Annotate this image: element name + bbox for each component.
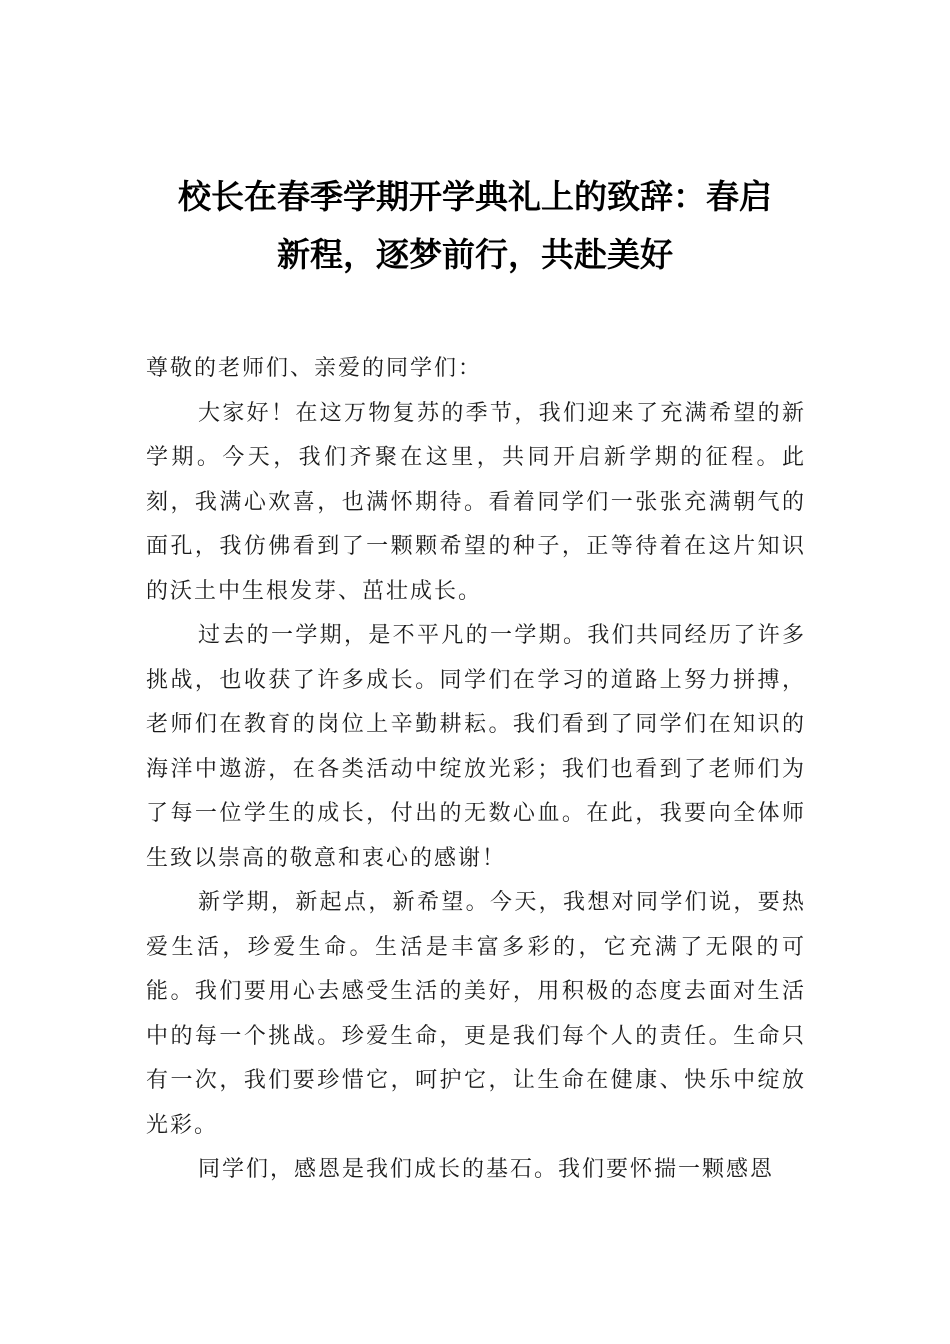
salutation: 尊敬的老师们、亲爱的同学们： bbox=[146, 356, 483, 381]
document-body bbox=[146, 347, 806, 1193]
title-line-1: 校长在春季学期开学典礼上的致辞：春启 bbox=[178, 177, 772, 216]
paragraph-4: 同学们，感恩是我们成长的基石。我们要怀揣一颗感恩 bbox=[198, 1157, 775, 1182]
paragraph-3: 新学期，新起点，新希望。今天，我想对同学们说，要热爱生活，珍爱生命。生活是丰富多彩的，它充满了无限的可能。我们要用心去感受生活的美好，用积极的态度去面对生活中的每一个挑战。珍爱生命，更是我们每个人的责任。生命只有一次，我们要珍惜它，呵护它，让生命在健康、快乐中绽放光彩。 bbox=[146, 890, 806, 1138]
paragraph-2: 过去的一学期，是不平凡的一学期。我们共同经历了许多挑战，也收获了许多成长。同学们在学习的道路上努力拼搏，老师们在教育的岗位上辛勤耕耘。我们看到了同学们在知识的海洋中遨游，在各类活动中绽放光彩；我们也看到了老师们为了每一位学生的成长，付出的无数心血。在此，我要向全体师生致以崇高的敬意和衷心的感谢！ bbox=[146, 623, 806, 871]
paragraph-1: 大家好！在这万物复苏的季节，我们迎来了充满希望的新学期。今天，我们齐聚在这里，共同开启新学期的征程。此刻，我满心欢喜，也满怀期待。看着同学们一张张充满朝气的面孔，我仿佛看到了一颗颗希望的种子，正等待着在这片知识的沃土中生根发芽、茁壮成长。 bbox=[146, 400, 806, 604]
title-line-2: 新程，逐梦前行，共赴美好 bbox=[277, 235, 673, 274]
document-title bbox=[145, 168, 805, 284]
